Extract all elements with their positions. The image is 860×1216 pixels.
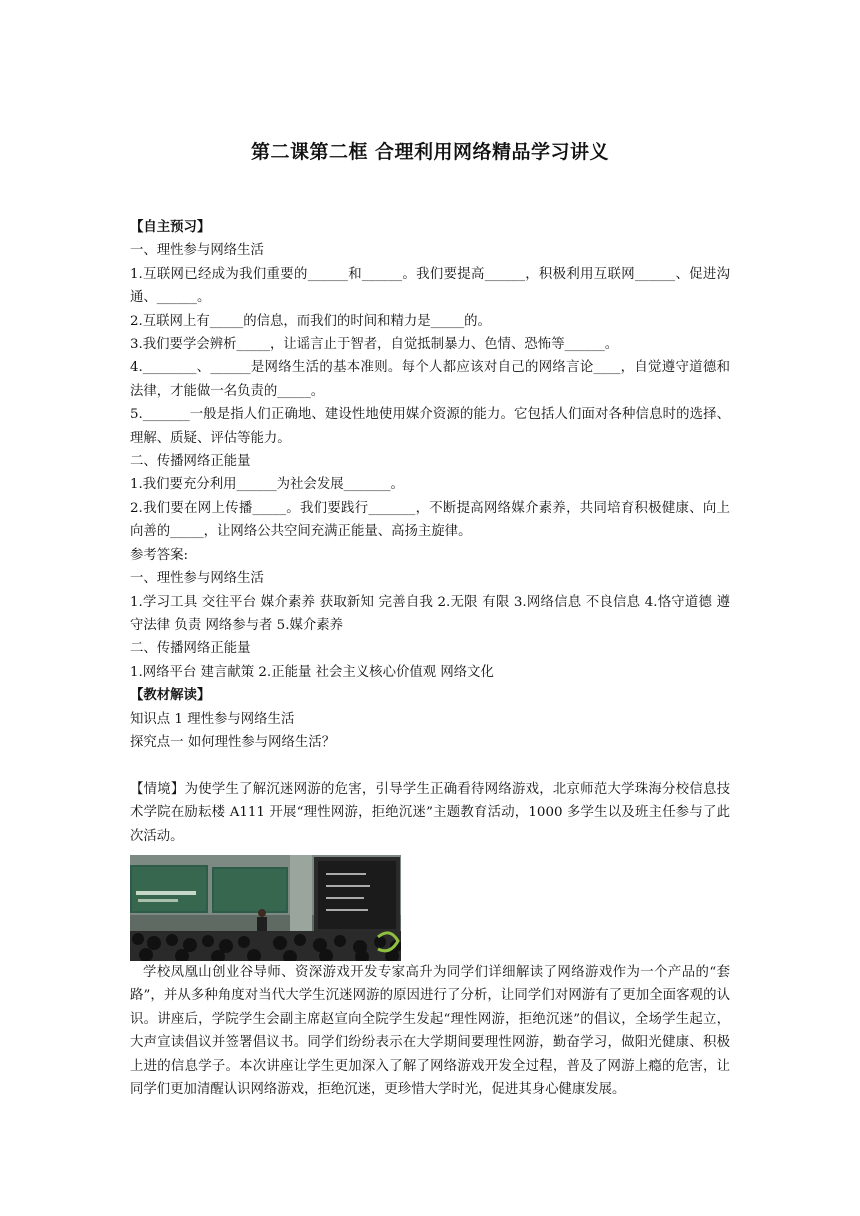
knowledge-point: 知识点 1 理性参与网络生活: [130, 711, 295, 727]
blank-line: [130, 754, 730, 777]
answers-line-1: 1.学习工具 交往平台 媒介素养 获取新知 完善自我 2.无限 有限 3.网络信息 不良信息 4.恪守道德 遵守法律 负责 网络参与者 5.媒介素养: [130, 594, 730, 633]
preview-item-4: 4.________、______是网络生活的基本准则。每个人都应该对自己的网络言论____，自觉遵守道德和法律，才能做一名负责的_____。: [130, 360, 730, 399]
preview-item-5: 5._______一般是指人们正确地、建设性地使用媒介资源的能力。它包括人们面对各种信息时的选择、理解、质疑、评估等能力。: [130, 407, 730, 446]
answers-section2-title: 二、传播网络正能量: [130, 641, 251, 657]
answers-section1-title: 一、理性参与网络生活: [130, 571, 264, 587]
page-title: 第二课第二框 合理利用网络精品学习讲义: [250, 141, 610, 163]
preview-item-2: 2.互联网上有_____的信息，而我们的时间和精力是_____的。: [130, 313, 491, 329]
preview-item-1: 1.互联网已经成为我们重要的______和______。我们要提高______，积极利用互联网______、促进沟通、______。: [130, 266, 730, 306]
preview-section1-title: 一、理性参与网络生活: [130, 243, 264, 259]
situation-paragraph: 【情境】为使学生了解沉迷网游的危害，引导学生正确看待网络游戏，北京师范大学珠海分校信息技术学院在励耘楼 A111 开展“理性网游，拒绝沉迷”主题教育活动，1000 多学生以及班主任参与了此次活动。: [130, 781, 730, 844]
lecture-hall-photo: [130, 855, 401, 961]
event-paragraph: 学校凤凰山创业谷导师、资深游戏开发专家高升为同学们详细解读了网络游戏作为一个产品的“套路”，并从多种角度对当代大学生沉迷网游的原因进行了分析，让同学们对网游有了更加全面客观的认识。讲座后，学院学生会副主席赵宣向全院学生发起“理性网游，拒绝沉迷”的倡议，全场学生起立，大声宣读倡议并签署倡议书。同学们纷纷表示在大学期间要理性网游，勤奋学习，做阳光健康、积极上进的信息学子。本次讲座让学生更加深入了解了网络游戏开发全过程，普及了网游上瘾的危害，让同学们更加清醒认识网络游戏，拒绝沉迷，更珍惜大学时光，促进其身心健康发展。: [130, 964, 730, 1097]
textbook-heading: 【教材解读】: [130, 687, 211, 704]
explore-point: 探究点一 如何理性参与网络生活？: [130, 734, 336, 750]
preview-item-7: 2.我们要在网上传播_____。我们要践行_______，不断提高网络媒介素养，共同培育积极健康、向上向善的_____，让网络公共空间充满正能量、高扬主旋律。: [130, 500, 730, 540]
preview-heading: 【自主预习】: [130, 219, 211, 235]
answers-line-2: 1.网络平台 建言献策 2.正能量 社会主义核心价值观 网络文化: [130, 664, 494, 680]
answers-label: 参考答案:: [130, 547, 189, 563]
document-body: [130, 216, 730, 1101]
preview-item-3: 3.我们要学会辨析_____，让谣言止于智者，自觉抵制暴力、色情、恐怖等______。: [130, 337, 619, 353]
preview-section2-title: 二、传播网络正能量: [130, 454, 251, 470]
preview-item-6: 1.我们要充分利用______为社会发展_______。: [130, 477, 404, 493]
